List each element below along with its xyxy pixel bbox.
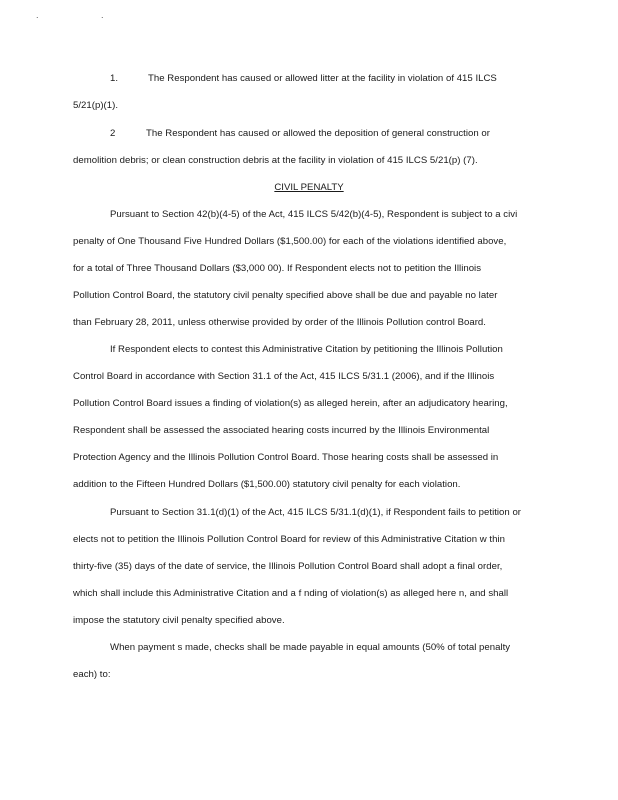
paragraph-1-line: for a total of Three Thousand Dollars ($3,000 00). If Respondent elects not to petition the Illinois xyxy=(73,263,482,274)
paragraph-1-line: Pollution Control Board, the statutory civil penalty specified above shall be due and payable no later xyxy=(73,290,498,301)
item-1-line-1: The Respondent has caused or allowed litter at the facility in violation of 415 ILCS xyxy=(148,73,497,84)
civil-penalty-heading: CIVIL PENALTY xyxy=(274,182,344,193)
paragraph-2-line: If Respondent elects to contest this Administrative Citation by petitioning the Illinois Pollution xyxy=(110,344,503,355)
paragraph-2-line: Pollution Control Board issues a finding of violation(s) as alleged herein, after an adjudicatory hearing, xyxy=(73,398,508,409)
item-2-line-2: demolition debris; or clean construction debris at the facility in violation of 415 ILCS 5/21(p) (7). xyxy=(73,155,478,166)
scan-specks: . . xyxy=(36,10,134,20)
item-2-line-1: The Respondent has caused or allowed the deposition of general construction or xyxy=(146,128,490,139)
paragraph-1-line: penalty of One Thousand Five Hundred Dollars ($1,500.00) for each of the violations identified above, xyxy=(73,236,507,247)
paragraph-2-line: Control Board in accordance with Section 31.1 of the Act, 415 ILCS 5/31.1 (2006), and if the Illinois xyxy=(73,371,495,382)
paragraph-3-line: elects not to petition the Illinois Pollution Control Board for review of this Administrative Citation w thin xyxy=(73,534,505,545)
item-1-number: 1. xyxy=(110,73,119,84)
paragraph-3-line: which shall include this Administrative Citation and a f nding of violation(s) as alleged here n, and shall xyxy=(73,588,509,599)
paragraph-3-line: Pursuant to Section 31.1(d)(1) of the Act, 415 ILCS 5/31.1(d)(1), if Respondent fails to petition or xyxy=(110,507,522,518)
paragraph-2-line: addition to the Fifteen Hundred Dollars ($1,500.00) statutory civil penalty for each violation. xyxy=(73,479,461,490)
item-1-line-2: 5/21(p)(1). xyxy=(73,100,119,111)
paragraph-4-line: When payment s made, checks shall be made payable in equal amounts (50% of total penalty xyxy=(110,642,511,653)
paragraph-2-line: Protection Agency and the Illinois Pollution Control Board. Those hearing costs shall be assessed in xyxy=(73,452,499,463)
paragraph-3-line: thirty-five (35) days of the date of service, the Illinois Pollution Control Board shall adopt a final order, xyxy=(73,561,503,572)
paragraph-4-line: each) to: xyxy=(73,669,111,680)
paragraph-2-line: Respondent shall be assessed the associated hearing costs incurred by the Illinois Environmental xyxy=(73,425,490,436)
item-2-number: 2 xyxy=(110,128,116,139)
paragraph-1-line: than February 28, 2011, unless otherwise provided by order of the Illinois Pollution control Board. xyxy=(73,317,486,328)
paragraph-1-line: Pursuant to Section 42(b)(4-5) of the Act, 415 ILCS 5/42(b)(4-5), Respondent is subject to a civi xyxy=(110,209,518,220)
paragraph-3-line: impose the statutory civil penalty specified above. xyxy=(73,615,285,626)
